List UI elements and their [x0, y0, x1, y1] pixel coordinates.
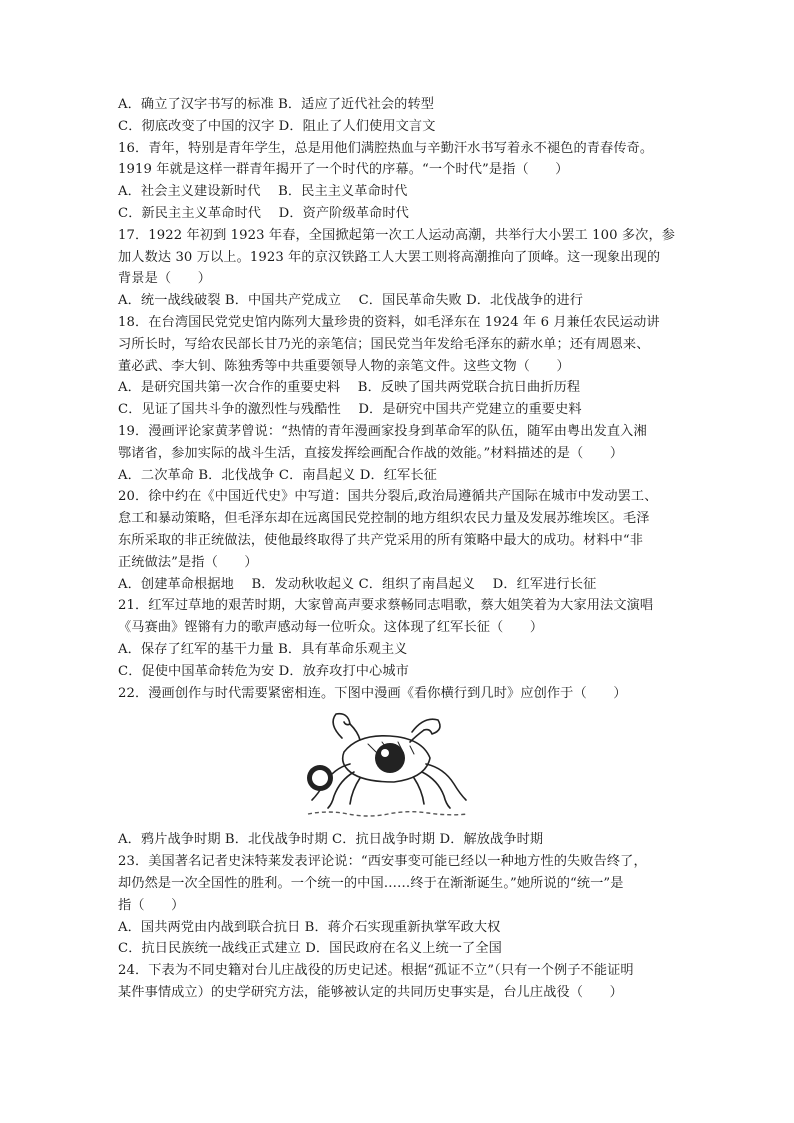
- text-line: C．促使中国革命转危为安 D．放弃攻打中心城市: [118, 663, 409, 679]
- text-line: A．统一战线破裂 B．中国共产党成立 C．国民革命失败 D．北伐战争的进行: [118, 293, 584, 309]
- text-line: 23．美国著名记者史沫特莱发表评论说：“西安事变可能已经以一种地方性的失败告终了，: [118, 854, 647, 870]
- text-line: 加人数达 30 万以上。1923 年的京汉铁路工人大罢工则将高潮推向了顶峰。这一现象出现的: [118, 249, 661, 265]
- text-line: C．彻底改变了中国的汉字 D．阻止了人们使用文言文: [118, 118, 436, 134]
- text-line: 东所采取的非正统做法，使他最终取得了共产党采用的所有策略中最大的成功。材料中“非: [118, 532, 644, 548]
- text-line: 董必武、李大钊、陈独秀等中共重要领导人物的亲笔文件。这些文物（ ）: [118, 358, 570, 374]
- text-line: 正统做法”是指（ ）: [118, 554, 258, 570]
- question-block-22-24: [118, 829, 688, 1003]
- exam-page-body: [118, 94, 688, 1004]
- crab-cartoon-figure: [118, 704, 688, 829]
- text-line: 某件事情成立）的史学研究方法，能够被认定的共同历史事实是，台儿庄战役（ ）: [118, 984, 623, 1000]
- text-line: 20．徐中约在《中国近代史》中写道：国共分裂后,政治局遵循共产国际在城市中发动罢工、: [118, 489, 658, 505]
- crab-cartoon-illustration: [298, 708, 478, 820]
- text-line: A．社会主义建设新时代 B．民主主义革命时代: [118, 184, 408, 200]
- text-line: 21．红军过草地的艰苦时期，大家曾高声要求蔡畅同志唱歌，蔡大姐笑着为大家用法文演唱: [118, 598, 654, 614]
- text-line: A．创建革命根据地 B．发动秋收起义 C．组织了南昌起义 D．红军进行长征: [118, 576, 597, 592]
- text-line: A．是研究国共第一次合作的重要史料 B．反映了国共两党联合抗日曲折历程: [118, 380, 581, 396]
- question-block-15-22: [118, 94, 688, 704]
- text-line: 却仍然是一次全国性的胜利。一个统一的中国……终于在渐渐诞生。”她所说的“统一”是: [118, 875, 624, 891]
- text-line: A．确立了汉字书写的标准 B．适应了近代社会的转型: [118, 97, 435, 112]
- text-line: A．保存了红军的基干力量 B．具有革命乐观主义: [118, 641, 408, 657]
- text-line: C．新民主主义革命时代 D．资产阶级革命时代: [118, 205, 409, 221]
- text-line: A．鸦片战争时期 B．北伐战争时期 C．抗日战争时期 D．解放战争时期: [118, 832, 544, 848]
- text-line: 17．1922 年初到 1923 年春，全国掀起第一次工人运动高潮，共举行大小罢工 100 多次，参: [118, 227, 676, 243]
- text-line: 怠工和暴动策略，但毛泽东却在远离国民党控制的地方组织农民力量及发展苏维埃区。毛泽: [118, 511, 650, 527]
- text-line: 《马赛曲》铿锵有力的歌声感动每一位听众。这体现了红军长征（ ）: [118, 620, 544, 636]
- text-line: 鄂诸省，参加实际的战斗生活，直接发挥绘画配合作战的效能。”材料描述的是（ ）: [118, 445, 624, 461]
- text-line: 背景是（ ）: [118, 271, 212, 287]
- text-line: 16．青年，特别是青年学生，总是用他们满腔热血与辛勤汗水书写着永不褪色的青春传奇。: [118, 140, 654, 156]
- text-line: 1919 年就是这样一群青年揭开了一个时代的序幕。“一个时代”是指（ ）: [118, 162, 569, 178]
- text-line: 指（ ）: [118, 897, 185, 913]
- text-line: C．见证了国共斗争的激烈性与残酷性 D．是研究中国共产党建立的重要史料: [118, 402, 582, 418]
- text-line: A．二次革命 B．北伐战争 C．南昌起义 D．红军长征: [118, 467, 437, 483]
- text-line: 24．下表为不同史籍对台儿庄战役的历史记述。根据“孤证不立”（只有一个例子不能证明: [118, 963, 634, 979]
- text-line: 22．漫画创作与时代需要紧密相连。下图中漫画《看你横行到几时》应创作于（ ）: [118, 685, 627, 701]
- text-line: 18．在台湾国民党党史馆内陈列大量珍贵的资料，如毛泽东在 1924 年 6 月兼任农民运动讲: [118, 314, 660, 330]
- text-line: 习所长时，写给农民部长甘乃光的亲笔信；国民党当年发给毛泽东的薪水单；还有周恩来、: [118, 336, 650, 352]
- text-line: C．抗日民族统一战线正式建立 D．国民政府在名义上统一了全国: [118, 941, 502, 957]
- text-line: 19．漫画评论家黄茅曾说：“热情的青年漫画家投身到革命军的队伍，随军由粤出发直入湘: [118, 423, 647, 439]
- text-line: A．国共两党由内战到联合抗日 B．蒋介石实现重新执掌军政大权: [118, 919, 501, 935]
